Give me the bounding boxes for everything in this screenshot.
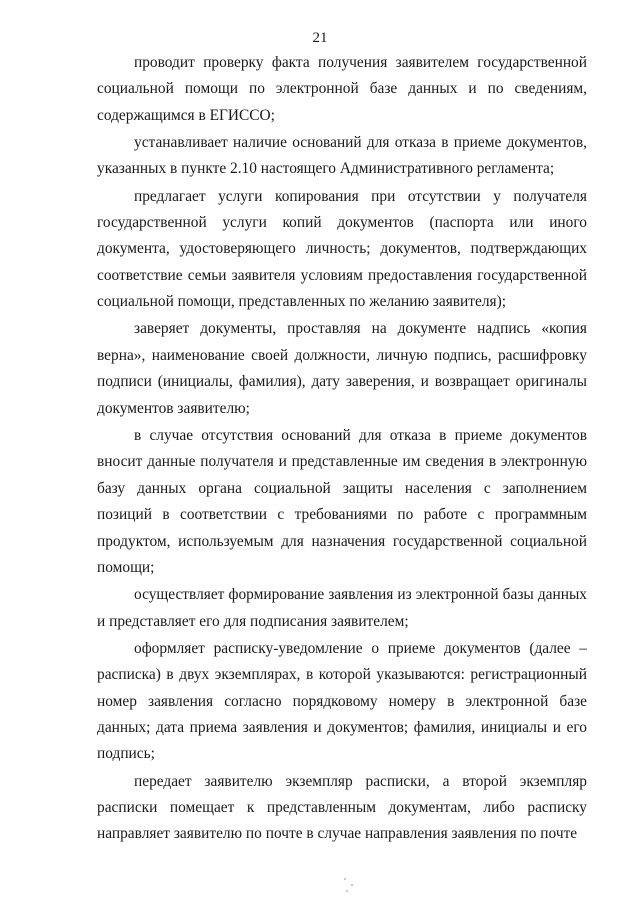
paragraph-enter-data: в случае отсутствия оснований для отказа в приеме документов вносит данные получателя и представленные им сведения в электронную базу данных органа социальной защиты населения с заполнением позиций в соответствии с требованиями по работе с программным продуктом, используемым для назначения государственной социальной помощи; bbox=[97, 426, 587, 576]
paragraph-issue-receipt: оформляет расписку-уведомление о приеме документов (далее – расписка) в двух экземплярах, в которой указываются: регистрационный номер заявления согласно порядковому номеру в электронной базе данных; дата приема заявления и документов; фамилия, инициалы и его подпись; bbox=[97, 639, 587, 763]
document-body bbox=[97, 50, 587, 848]
paragraph-form-application: осуществляет формирование заявления из электронной базы данных и представляет его для подписания заявителем; bbox=[97, 586, 587, 630]
paragraph-certify-documents: заверяет документы, проставляя на документе надпись «копия верна», наименование своей должности, личную подпись, расшифровку подписи (инициалы, фамилия), дату заверения, и возвращает оригиналы документов заявителю; bbox=[97, 320, 587, 417]
page-number: 21 bbox=[312, 30, 328, 46]
paragraph-check-receipt: проводит проверку факта получения заявителем государственной социальной помощи по электронной базе данных и по сведениям, содержащимся в ЕГИССО; bbox=[97, 54, 587, 124]
paragraph-hand-over-receipt: передает заявителю экземпляр расписки, а второй экземпляр расписки помещает к представленным документам, либо расписку направляет заявителю по почте в случае направления заявления по почте bbox=[97, 772, 587, 843]
paragraph-refusal-grounds: устанавливает наличие оснований для отказа в приеме документов, указанных в пункте 2.10 настоящего Административного регламента; bbox=[97, 134, 587, 178]
scan-artifact bbox=[346, 890, 348, 892]
scan-artifact bbox=[351, 884, 353, 886]
paragraph-copying-services: предлагает услуги копирования при отсутствии у получателя государственной услуги копий документов (паспорта или иного документа, удостоверяющего личность; документов, подтверждающих соответствие семьи заявителя условиям предоставления государственной социальной помощи, представленных по желанию заявителя); bbox=[97, 187, 587, 311]
scan-artifact bbox=[344, 878, 346, 880]
